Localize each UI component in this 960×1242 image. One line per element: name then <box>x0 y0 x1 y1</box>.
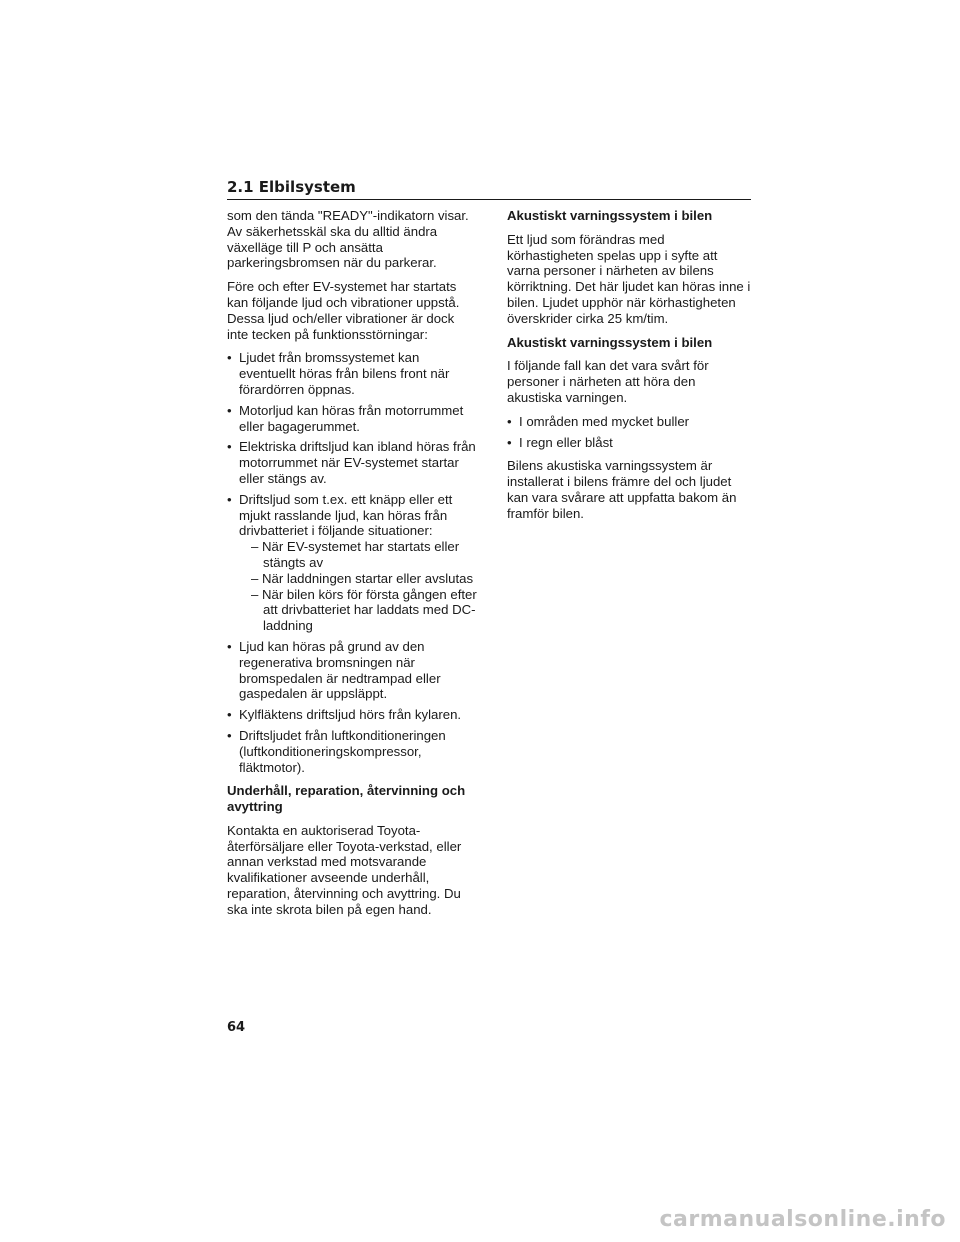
list-item: • Ljud kan höras på grund av den regenerativa bromsningen när bromspedalen är nedtrampad eller gaspedalen är uppsläppt. <box>227 639 477 702</box>
sublist-item: – När bilen körs för första gången efter att drivbatteriet har laddats med DC-laddning <box>251 586 477 634</box>
paragraph-acoustic-sound: Ett ljud som förändras med körhastigheten spelas upp i syfte att varna personer i närheten av bilens körriktning. Det här ljudet kan höras inne i bilen. Ljudet upphör när körhastigheten överskrider cirka 25 km/tim. <box>507 231 751 326</box>
list-item: • Driftsljudet från luftkonditioneringen (luftkonditioneringskompressor, fläktmotor). <box>227 728 477 775</box>
sublist-item: – När EV-systemet har startats eller stängts av <box>251 539 460 570</box>
heading-maintenance: Underhåll, reparation, återvinning och avyttring <box>227 783 466 815</box>
paragraph-sounds-intro: Före och efter EV-systemet har startats kan följande ljud och vibrationer uppstå. Dessa ljud och/eller vibrationer är dock inte tecken på funktionsstörningar: <box>227 279 460 342</box>
watermark: carmanualsonline.info <box>659 1207 946 1232</box>
paragraph-maintenance: Kontakta en auktoriserad Toyota-återförsäljare eller Toyota-verkstad, eller annan verkstad med motsvarande kvalifikationer avseende underhåll, reparation, återvinning och avyttring. Du ska inte skrota bilen på egen hand. <box>227 822 462 917</box>
paragraph-hard-to-hear: I följande fall kan det vara svårt för personer i närheten att höra den akustiska varningen. <box>507 358 709 405</box>
heading-acoustic-warning-2: Akustiskt varningssystem i bilen <box>507 334 713 350</box>
sounds-list <box>227 350 477 775</box>
conditions-list <box>507 414 752 451</box>
section-header: 2.1 Elbilsystem <box>227 178 751 200</box>
list-item: • Kylfläktens driftsljud hörs från kylaren. <box>227 707 477 723</box>
list-item: • I regn eller blåst <box>507 435 752 451</box>
page-number: 64 <box>227 1020 246 1035</box>
situations-sublist <box>239 539 477 634</box>
heading-acoustic-warning: Akustiskt varningssystem i bilen <box>507 208 713 223</box>
right-column <box>507 208 752 530</box>
sublist-item: – När laddningen startar eller avslutas <box>251 570 474 586</box>
list-item: • Ljudet från bromssystemet kan eventuellt höras från bilens front när förardörren öppnas. <box>227 350 477 397</box>
list-item: • Elektriska driftsljud kan ibland höras från motorrummet när EV-systemet startar eller stängs av. <box>227 439 477 486</box>
left-column <box>227 208 477 926</box>
list-item: • I områden med mycket buller <box>507 414 752 430</box>
paragraph-installation: Bilens akustiska varningssystem är installerat i bilens främre del och ljudet kan vara svårare att uppfatta bakom än framför bilen. <box>507 458 737 521</box>
list-item: • Driftsljud som t.ex. ett knäpp eller ett mjukt rasslande ljud, kan höras från drivbatteriet i följande situationer: – När EV-systemet har startats eller stängts av – När laddningen startar eller avslutas – När bilen körs för första gången efter att drivbatteriet har laddats med DC-laddning <box>227 492 477 634</box>
paragraph-ready-indicator: som den tända "READY"-indikatorn visar. Av säkerhetsskäl ska du alltid ändra växelläge till P och ansätta parkeringsbromsen när du parkerar. <box>227 208 469 271</box>
list-item: • Motorljud kan höras från motorrummet eller bagagerummet. <box>227 403 477 435</box>
